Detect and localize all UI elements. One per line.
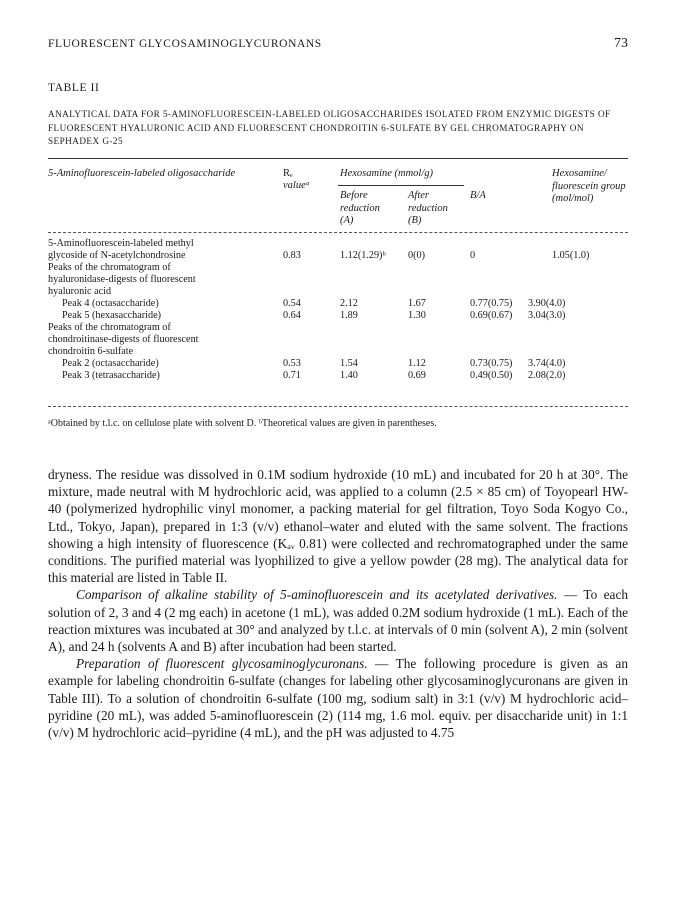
- header-hexosamine-fluorescein: Hexosamine/ fluorescein group (mol/mol): [552, 168, 626, 204]
- table-cell-rf: 0.53: [283, 358, 301, 369]
- table-cell-rf: 0.71: [283, 370, 301, 381]
- table-row-label: Peak 3 (tetrasaccharide): [62, 370, 160, 381]
- table-footnote: ᵃObtained by t.l.c. on cellulose plate with solvent D. ᵇTheoretical values are given in parentheses.: [48, 418, 437, 429]
- table-cell-after: 0(0): [408, 250, 425, 261]
- paragraph: [48, 586, 628, 655]
- header-rf: Rₑ: [283, 168, 293, 179]
- body-text: [48, 466, 628, 741]
- table-row-label: Peaks of the chromatogram of: [48, 322, 171, 333]
- table-cell-ba: 0.49(0.50): [470, 370, 513, 381]
- table-cell-after: 1.12: [408, 358, 426, 369]
- table-row-label: chondroitinase-digests of fluorescent: [48, 334, 199, 345]
- running-head: [48, 38, 628, 56]
- paragraph-text: — The following procedure is given as an example for labeling chondroitin 6-sulfate (changes for labeling other glycosaminoglycuronans are given in Table III). To a solution of chondroitin 6-sulfate (100 mg, sodium salt) in 3:1 (v/v) M hydrochloric acid–pyridine (20 mL), was added 5-aminofluorescein (2) (114 mg, 1.6 mol. equiv. per disaccharide unit) in 1:1 (v/v) M hydrochloric acid–pyridine (4 mL), and the pH was adjusted to 4.75: [48, 656, 628, 741]
- paragraph: dryness. The residue was dissolved in 0.1M sodium hydroxide (10 mL) and incubated for 20 h at 30°. The mixture, made neutral with M hydrochloric acid, was applied to a column (2.5 × 85 cm) of Toyopearl HW-40 (polymerized hydrophilic vinyl monomer, a packing material for gel filtration, Toyo Soda Kogyo Co., Ltd., Tokyo, Japan), prepared in 1:3 (v/v) ethanol–water and eluted with the same solvent. The fractions showing a high intensity of fluorescence (Kₐᵥ 0.81) were collected and rechromatographed under the same conditions. The purified material was lyophilized to give a yellow powder (28 mg). The analytical data for this material are listed in Table II.: [48, 467, 628, 586]
- table-row-label: Peak 4 (octasaccharide): [62, 298, 159, 309]
- table-cell-after: 1.30: [408, 310, 426, 321]
- table-row-label: Peak 2 (octasaccharide): [62, 358, 159, 369]
- section-heading: Comparison of alkaline stability of 5-aminofluorescein and its acetylated derivatives.: [76, 587, 558, 603]
- paragraph: [48, 655, 628, 741]
- table-header-rule: [48, 232, 628, 233]
- running-title: FLUORESCENT GLYCOSAMINOGLYCURONANS: [48, 38, 322, 50]
- table-row-label: Peaks of the chromatogram of: [48, 262, 171, 273]
- table-row-label: hyaluronic acid: [48, 286, 112, 297]
- table-cell-before: 1.40: [340, 370, 358, 381]
- table-top-rule: [48, 158, 628, 159]
- hexosamine-group-rule: [338, 185, 464, 186]
- table-cell-ratio: 1.05(1.0): [552, 250, 590, 261]
- table-cell-before: 1.12(1.29)ᵇ: [340, 250, 386, 261]
- header-rf-value: valueᵃ: [283, 180, 310, 191]
- table-cell-ba: 0.69(0.67): [470, 310, 513, 321]
- paragraph-text: — To each solution of 2, 3 and 4 (2 mg each) in acetone (1 mL), was added 0.2M sodium hydroxide (1 mL). Each of the reaction mixtures was incubated at 30° and analyzed by t.l.c. at intervals of 0 min (solvent A), 2 min (solvent A), and 24 h (solvents A and B) after incubation had been started.: [48, 587, 628, 655]
- header-after-reduction: After reduction (B): [408, 190, 448, 226]
- table-cell-rf: 0.83: [283, 250, 301, 261]
- table-bottom-rule: [48, 406, 628, 407]
- header-hexosamine: Hexosamine (mmol/g): [340, 168, 434, 179]
- table-cell-ba: 0.77(0.75): [470, 298, 513, 309]
- table-cell-ba: 0: [470, 250, 476, 261]
- table-label: TABLE II: [48, 82, 100, 94]
- page-number: 73: [614, 36, 628, 51]
- header-before-reduction: Before reduction (A): [340, 190, 380, 226]
- table-cell-ratio: 2.08(2.0): [528, 370, 566, 381]
- table-cell-rf: 0.54: [283, 298, 301, 309]
- table-caption: ANALYTICAL DATA FOR 5-AMINOFLUORESCEIN-LABELED OLIGOSACCHARIDES ISOLATED FROM ENZYMIC DIGESTS OF FLUORESCENT HYALURONIC ACID AND FLUORESCENT CHONDROITIN 6-SULFATE BY GEL CHROMATOGRAPHY ON SEPHADEX G-25: [48, 109, 611, 146]
- table-cell-ratio: 3.04(3.0): [528, 310, 566, 321]
- table-row-label: Peak 5 (hexasaccharide): [62, 310, 161, 321]
- table-row-label: 5-Aminofluorescein-labeled methyl: [48, 238, 194, 249]
- table-cell-after: 0.69: [408, 370, 426, 381]
- table-cell-ba: 0.73(0.75): [470, 358, 513, 369]
- table-row-label: chondroitin 6-sulfate: [48, 346, 134, 357]
- table-cell-ratio: 3.74(4.0): [528, 358, 566, 369]
- table-row-label: hyaluronidase-digests of fluorescent: [48, 274, 196, 285]
- table-cell-ratio: 3.90(4.0): [528, 298, 566, 309]
- table-cell-before: 1.89: [340, 310, 358, 321]
- section-heading: Preparation of fluorescent glycosaminoglycuronans.: [76, 656, 368, 672]
- table-cell-before: 1.54: [340, 358, 358, 369]
- header-b-over-a: B/A: [470, 190, 486, 201]
- table-row-label: glycoside of N-acetylchondrosine: [48, 250, 186, 261]
- header-oligosaccharide: 5-Aminofluorescein-labeled oligosaccharide: [48, 168, 236, 179]
- table-cell-rf: 0.64: [283, 310, 301, 321]
- table-cell-before: 2.12: [340, 298, 358, 309]
- table-cell-after: 1.67: [408, 298, 426, 309]
